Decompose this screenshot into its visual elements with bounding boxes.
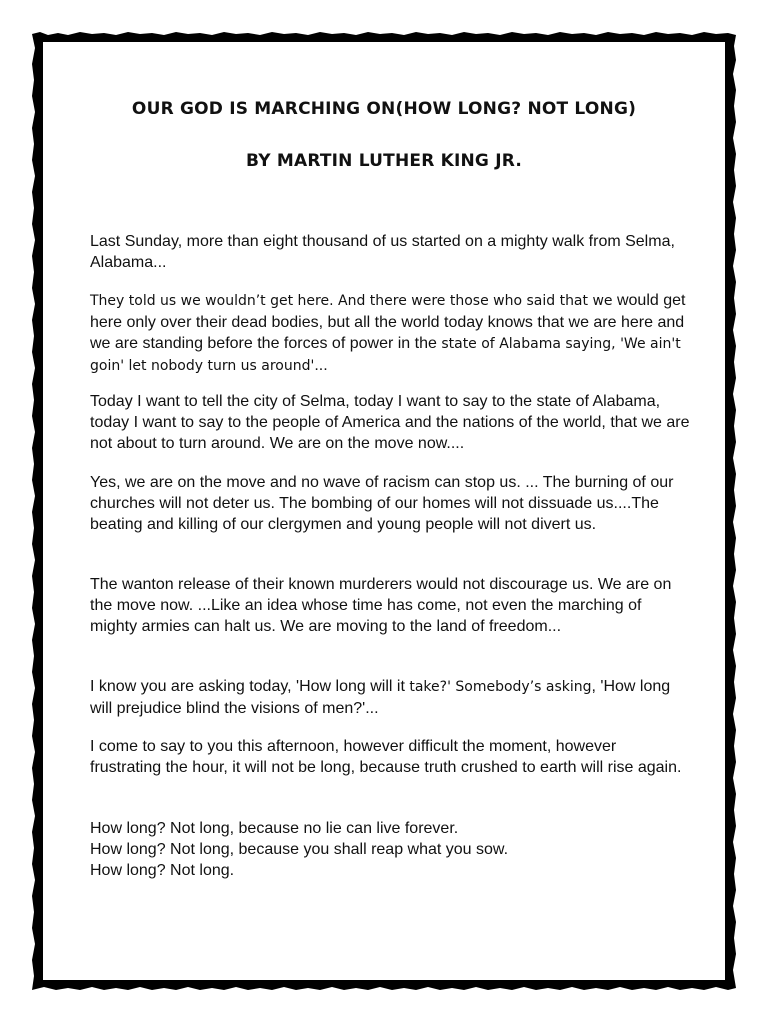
refrain-line-2: How long? Not long, because you shall reap what you sow. xyxy=(90,841,509,858)
document-body xyxy=(90,0,690,1000)
document-title: OUR GOD IS MARCHING ON(HOW LONG? NOT LONG) xyxy=(131,99,637,119)
paragraph-6-emphasis: take?' Somebody’s asking xyxy=(409,679,592,695)
paragraph-2-body: would get here only over their dead bodies, but all the world today knows that we are here and we are standing before the forces of power in the xyxy=(90,292,686,352)
refrain-line-3: How long? Not long. xyxy=(90,862,235,879)
paragraph-3: Today I want to tell the city of Selma, today I want to say to the state of Alabama, today I want to say to the people of America and the nations of the world, that we are not about to turn around. We are on the move now.... xyxy=(90,393,690,452)
refrain-line-1: How long? Not long, because no lie can live forever. xyxy=(90,820,459,837)
paragraph-2-emphasis-2: state of Alabama saying, 'We ain't goin' let nobody turn us around' xyxy=(90,336,681,374)
paragraph-6-body-1: I know you are asking today, 'How long will it xyxy=(90,678,410,695)
paragraph-5: The wanton release of their known murderers would not discourage us. We are on the move now. ...Like an idea whose time has come, not even the marching of mighty armies can halt us. We are moving to the land of freedom... xyxy=(90,576,672,635)
paragraph-6-body-2: , 'How long will prejudice blind the visions of men?'... xyxy=(90,678,671,717)
paragraph-8 xyxy=(90,818,690,881)
paragraph-4: Yes, we are on the move and no wave of racism can stop us. ... The burning of our churches will not deter us. The bombing of our homes will not dissuade us....The beating and killing of our clergymen and young people will not divert us. xyxy=(90,474,674,533)
paragraph-1: Last Sunday, more than eight thousand of us started on a mighty walk from Selma, Alabama... xyxy=(90,233,675,271)
paragraph-7: I come to say to you this afternoon, however difficult the moment, however frustrating the hour, it will not be long, because truth crushed to earth will rise again. xyxy=(90,738,682,776)
document-author: BY MARTIN LUTHER KING JR. xyxy=(246,151,522,171)
paragraph-2 xyxy=(90,290,690,377)
paragraph-6 xyxy=(90,676,690,719)
paragraph-2-tail: ... xyxy=(314,357,328,374)
paragraph-2-emphasis-1: They told us we wouldn’t get here. And there were those who said that we xyxy=(90,293,613,309)
